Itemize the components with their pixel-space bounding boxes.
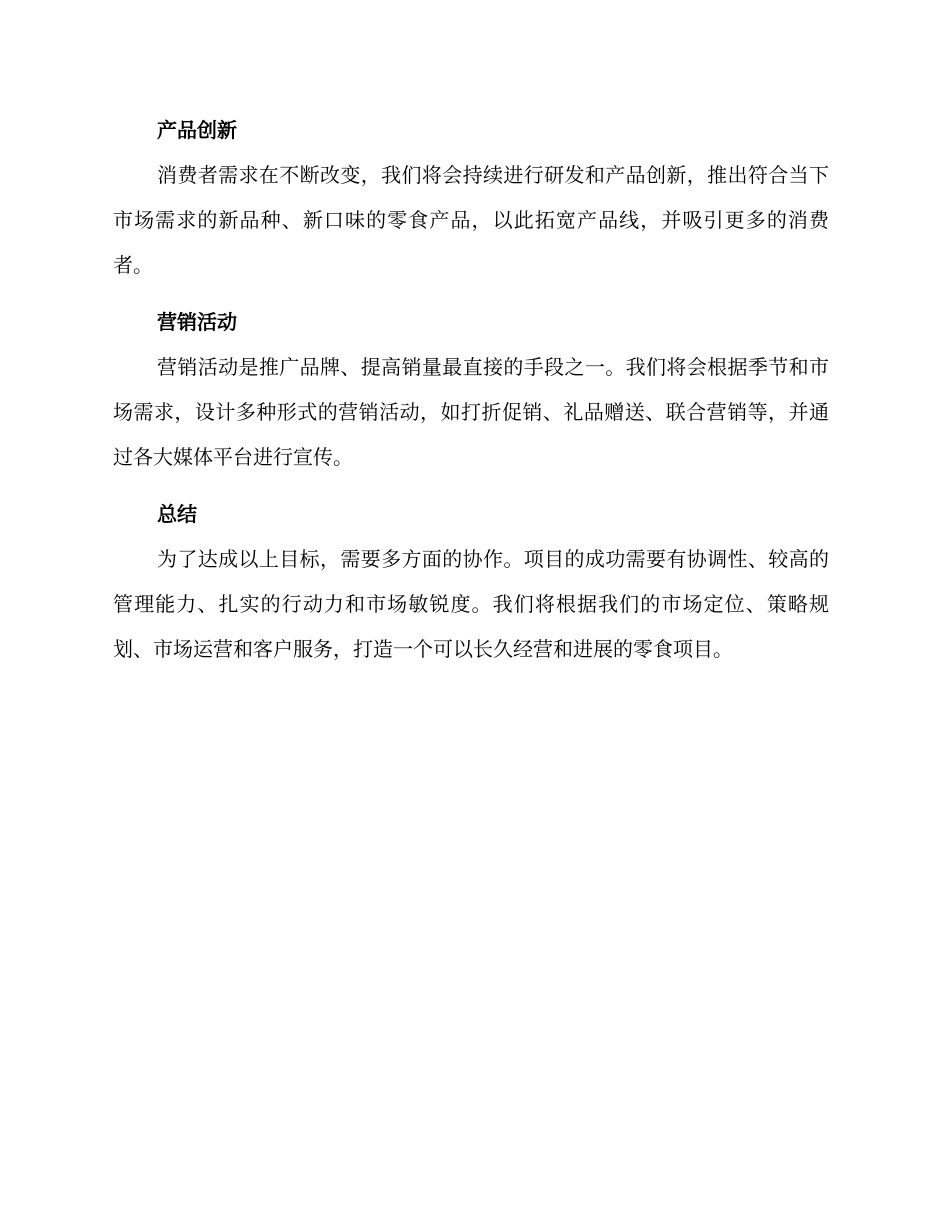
section-paragraph: 为了达成以上目标，需要多方面的协作。项目的成功需要有协调性、较高的管理能力、扎实的行动力和市场敏锐度。我们将根据我们的市场定位、策略规划、市场运营和客户服务，打造一个可以长久经营和进展的零食项目。 xyxy=(113,547,829,661)
section-heading: 总结 xyxy=(157,502,197,526)
section-paragraph: 营销活动是推广品牌、提高销量最直接的手段之一。我们将会根据季节和市场需求，设计多种形式的营销活动，如打折促销、礼品赠送、联合营销等，并通过各大媒体平台进行宣传。 xyxy=(113,355,829,469)
section-heading: 产品创新 xyxy=(157,118,237,142)
section-product-innovation xyxy=(113,108,829,288)
section-marketing-activities xyxy=(113,300,829,480)
section-paragraph: 消费者需求在不断改变，我们将会持续进行研发和产品创新，推出符合当下市场需求的新品种、新口味的零食产品，以此拓宽产品线，并吸引更多的消费者。 xyxy=(113,163,829,277)
section-summary xyxy=(113,492,829,672)
section-heading: 营销活动 xyxy=(157,310,237,334)
document-body xyxy=(113,108,829,684)
